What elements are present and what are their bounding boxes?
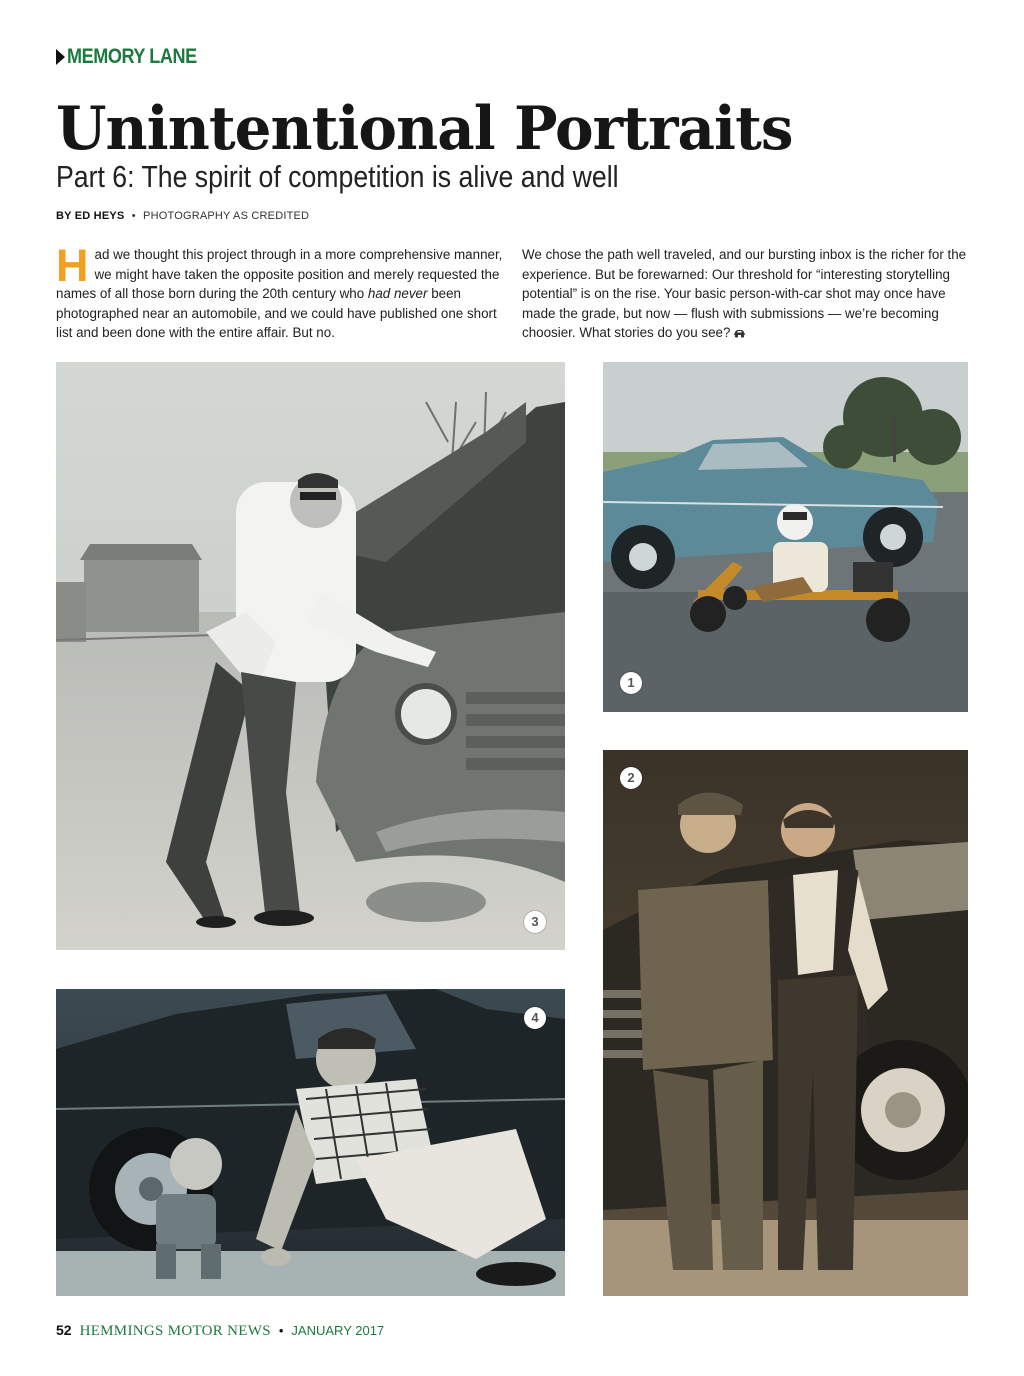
section-label: MEMORY LANE <box>67 45 197 68</box>
right-text: We chose the path well traveled, and our bursting inbox is the richer for the experience. But be forewarned: Our threshold for “interesting storytelling potential” is on the rise. Your basic person-with-car shot may once have made the grade, but now — flush with submissions — we’re becoming choosier. What stories do you see? <box>522 247 967 341</box>
left-text-2: been photographed near an automobile, and we could have published one short list and been done with the entire affair. But no. <box>56 286 497 341</box>
article-title: Unintentional Portraits <box>56 94 793 164</box>
page-footer <box>56 1322 384 1340</box>
issue-date: JANUARY 2017 <box>291 1323 385 1338</box>
footer-separator: • <box>278 1323 284 1338</box>
page-number: 52 <box>56 1322 72 1338</box>
article-subtitle: Part 6: The spirit of competition is alive and well <box>56 159 619 194</box>
article-column-left <box>56 240 508 343</box>
triangle-icon <box>56 49 65 65</box>
byline <box>56 208 309 224</box>
photo-man-at-car-hood <box>56 362 565 950</box>
byline-credit: PHOTOGRAPHY AS CREDITED <box>143 210 310 222</box>
byline-author: BY ED HEYS <box>56 210 125 222</box>
photo-go-kart <box>603 362 968 712</box>
photo-number-badge: 4 <box>524 1007 546 1029</box>
byline-separator: • <box>131 210 136 222</box>
publication-name: HEMMINGS MOTOR NEWS <box>79 1323 271 1339</box>
article-column-right <box>522 245 970 344</box>
left-text-italic: had never <box>367 286 428 302</box>
section-tag <box>56 44 218 70</box>
left-text-1: ad we thought this project through in a more comprehensive manner, we might have taken the opposite position and merely requested the names of all those born during the 20th century who <box>56 247 503 302</box>
photo-number-badge: 1 <box>620 672 642 694</box>
photo-father-and-toddler <box>56 989 565 1296</box>
photo-number-badge: 3 <box>524 911 546 933</box>
photo-number-badge: 2 <box>620 767 642 789</box>
car-end-mark-icon <box>733 324 746 344</box>
drop-cap: H <box>56 240 89 291</box>
photo-soldier-and-friend <box>603 750 968 1296</box>
